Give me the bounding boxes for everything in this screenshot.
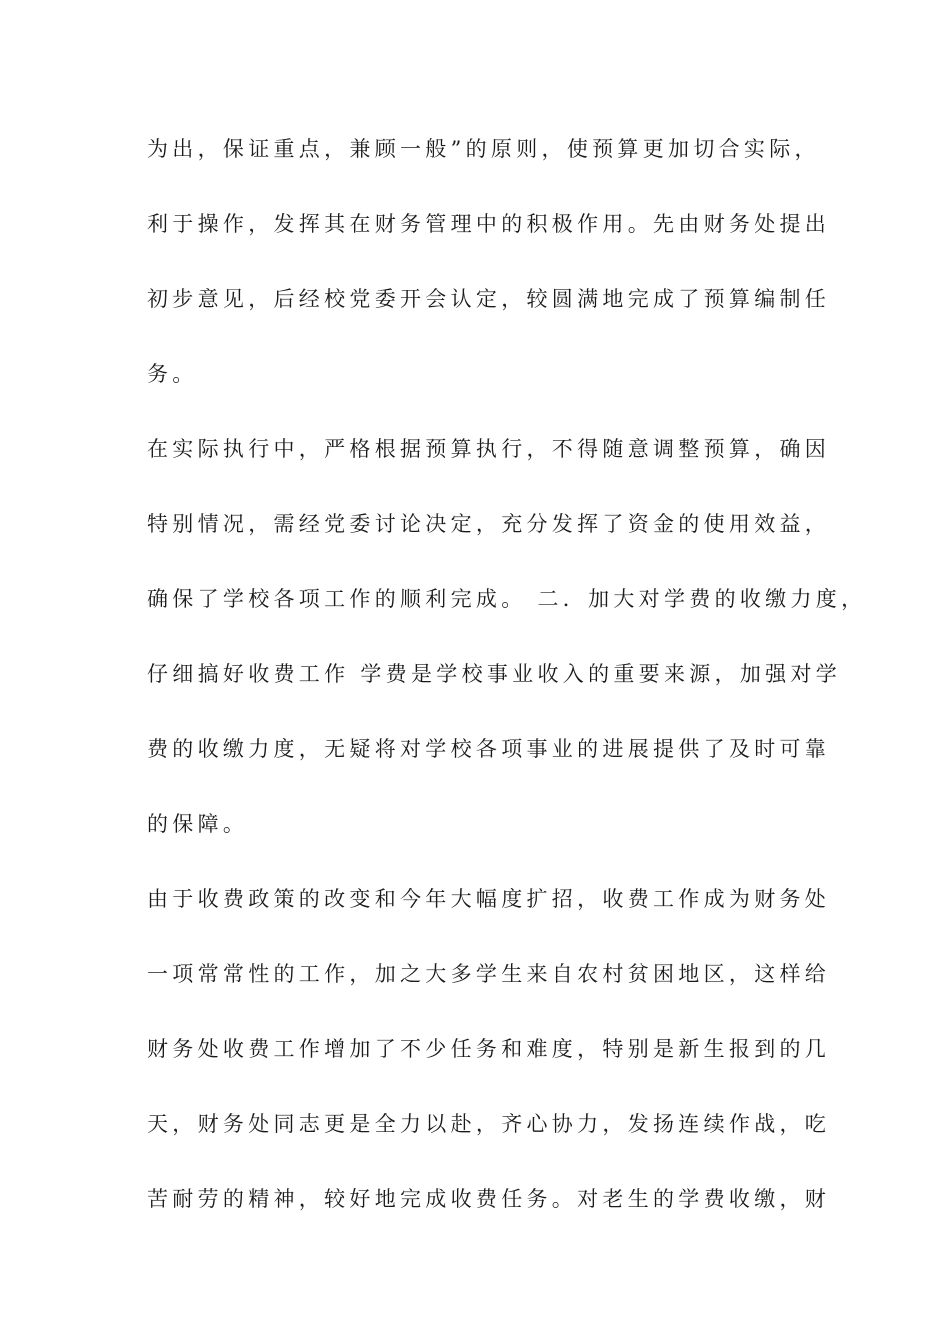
text-line: 确保了学校各项工作的顺利完成。 二．加大对学费的收缴力度， [147,587,867,611]
text-line: 的保障。 [147,812,249,836]
text-line: 苦耐劳的精神，较好地完成收费任务。对老生的学费收缴，财 [147,1187,831,1211]
text-line: 仔细搞好收费工作 学费是学校事业收入的重要来源，加强对学 [147,662,842,686]
text-line: 特别情况，需经党委讨论决定，充分发挥了资金的使用效益， [147,512,831,536]
text-line: 由于收费政策的改变和今年大幅度扩招，收费工作成为财务处 [147,887,831,911]
text-line: 费的收缴力度，无疑将对学校各项事业的进展提供了及时可靠 [147,737,831,761]
text-line: 财务处收费工作增加了不少任务和难度，特别是新生报到的几 [147,1037,831,1061]
text-line: 为出，保证重点，兼顾一般”的原则，使预算更加切合实际， [147,137,820,161]
text-line: 务。 [147,362,198,386]
text-line: 天，财务处同志更是全力以赴，齐心协力，发扬连续作战，吃 [147,1112,831,1136]
text-line: 初步意见，后经校党委开会认定，较圆满地完成了预算编制任 [147,287,831,311]
text-line: 利于操作，发挥其在财务管理中的积极作用。先由财务处提出 [147,212,831,236]
text-line: 一项常常性的工作，加之大多学生来自农村贫困地区，这样给 [147,962,831,986]
text-line: 在实际执行中，严格根据预算执行，不得随意调整预算，确因 [147,437,831,461]
